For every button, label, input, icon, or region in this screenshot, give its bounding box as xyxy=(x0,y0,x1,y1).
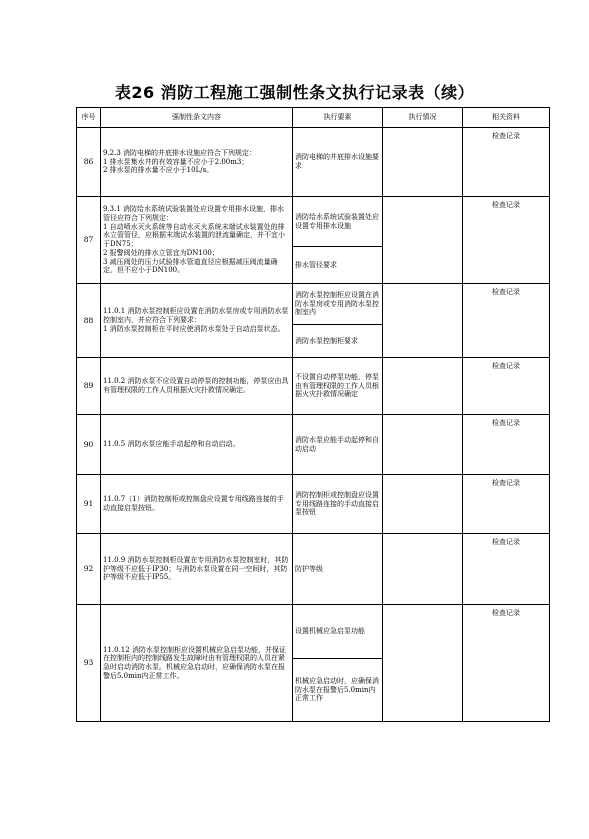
clause-content xyxy=(101,197,293,284)
clause-line: 1 消防水泵控制柜在平时应使消防水泵处于自动启泵状态。 xyxy=(103,324,285,333)
requirement-cell: 排水管径要求 xyxy=(293,247,383,284)
document-title: 表26 消防工程施工强制性条文执行记录表（续） xyxy=(114,83,475,102)
row-number: 87 xyxy=(77,197,101,284)
row-number: 91 xyxy=(77,475,101,534)
reference-cell: 检查记录 xyxy=(463,475,550,534)
record-table xyxy=(76,107,550,722)
table-row xyxy=(77,128,550,197)
clause-line: 1 自动喷水灭火系统等自动水灭火系统末端试水装置处的排水立管管径，应根据末端试水装置的泄流量确定，并不宜小于DN75； xyxy=(103,222,285,248)
header-requirement: 执行要素 xyxy=(293,108,383,128)
table-row xyxy=(77,534,550,605)
clause-line: 2 排水泵的排水量不应小于10L/s。 xyxy=(103,166,214,175)
clause-line: 9.3.1 消防给水系统试验装置处应设置专用排水设施，排水管径应符合下列规定： xyxy=(103,205,285,222)
reference-cell: 检查记录 xyxy=(463,197,550,284)
row-number: 93 xyxy=(77,605,101,722)
requirement-cell: 机械应急启动时，应确保消防水泵在报警后5.0min内正常工作 xyxy=(293,659,383,722)
row-number: 92 xyxy=(77,534,101,605)
reference-cell: 检查记录 xyxy=(463,358,550,415)
table-row xyxy=(77,415,550,475)
clause-line: 3 减压阀处的压力试验排水管道直径应根据减压阀流量确定，但不应小于DN100。 xyxy=(103,257,278,275)
requirement-cell: 消防水泵应能手动起停和自动启动 xyxy=(293,415,383,475)
requirement-cell: 防护等级 xyxy=(293,534,383,605)
requirement-cell: 消防水泵控制柜应设置在消防水泵房或专用消防水泵控制室内 xyxy=(293,284,383,325)
table-row xyxy=(77,605,550,659)
clause-line: 11.0.5 消防水泵应能手动起停和自动启动。 xyxy=(103,440,240,449)
clause-content xyxy=(101,534,293,605)
table-row xyxy=(77,284,550,325)
clause-line: 11.0.7（1）消防控制柜或控制盘应设置专用线路连接的手动直接启泵按钮。 xyxy=(103,495,284,512)
status-cell[interactable] xyxy=(383,534,463,605)
row-number: 86 xyxy=(77,128,101,197)
header-reference: 相关资料 xyxy=(463,108,550,128)
clause-line: 11.0.12 消防水泵控制柜应设置机械应急启泵功能，并保证在控制柜内的控制线路发生故障时由有管理权限的人员在紧急时启动消防水泵。机械应急启动时，应确保消防水泵在报警后5.0min内正常工作。 xyxy=(103,645,286,680)
clause-content xyxy=(101,605,293,722)
reference-cell: 检查记录 xyxy=(463,415,550,475)
status-cell[interactable] xyxy=(383,197,463,284)
reference-cell: 检查记录 xyxy=(463,605,550,722)
clause-line: 11.0.1 消防水泵控制柜应设置在消防水泵房或专用消防水泵控制室内，并应符合下列要求： xyxy=(103,307,289,325)
clause-line: 11.0.2 消防水泵不应设置自动停泵的控制功能，停泵应由具有管理权限的工作人员根据火灾扑救情况确定。 xyxy=(103,377,289,394)
requirement-cell: 消防电梯的井底排水设施要求 xyxy=(293,128,383,197)
row-number: 90 xyxy=(77,415,101,475)
status-cell[interactable] xyxy=(383,128,463,197)
reference-cell: 检查记录 xyxy=(463,284,550,358)
table-row xyxy=(77,358,550,415)
reference-cell: 检查记录 xyxy=(463,128,550,197)
row-number: 88 xyxy=(77,284,101,358)
row-number: 89 xyxy=(77,358,101,415)
status-cell[interactable] xyxy=(383,605,463,722)
status-cell[interactable] xyxy=(383,358,463,415)
header-content: 强制性条文内容 xyxy=(101,108,293,128)
clause-content xyxy=(101,358,293,415)
clause-content xyxy=(101,128,293,197)
table-row xyxy=(77,475,550,534)
requirement-cell: 不设置自动停泵功能，停泵由有管理权限的工作人员根据火灾扑救情况确定 xyxy=(293,358,383,415)
header-status: 执行情况 xyxy=(383,108,463,128)
status-cell[interactable] xyxy=(383,415,463,475)
status-cell[interactable] xyxy=(383,284,463,358)
clause-line: 1 排水泵集水井的有效容量不应小于2.00m3； xyxy=(103,157,249,166)
requirement-cell: 消防控制柜或控制盘应设置专用线路连接的手动直接启泵按钮 xyxy=(293,475,383,534)
clause-line: 9.2.3 消防电梯的井底排水设施应符合下列规定： xyxy=(103,148,257,157)
clause-line: 2 报警阀处的排水立管宜为DN100； xyxy=(103,248,219,257)
clause-content xyxy=(101,415,293,475)
status-cell[interactable] xyxy=(383,475,463,534)
header-row xyxy=(77,108,550,128)
table-row xyxy=(77,197,550,247)
clause-line: 11.0.9 消防水泵控制柜设置在专用消防水泵控制室时，其防护等级不应低于IP30；与消防水泵设置在同一空间时，其防护等级不应低于IP55。 xyxy=(103,555,289,582)
reference-cell: 检查记录 xyxy=(463,534,550,605)
clause-content xyxy=(101,284,293,358)
clause-content xyxy=(101,475,293,534)
requirement-cell: 消防给水系统试验装置处应设置专用排水设施 xyxy=(293,197,383,247)
requirement-cell: 消防水泵控制柜要求 xyxy=(293,325,383,358)
header-seq: 序号 xyxy=(77,108,101,128)
requirement-cell: 设置机械应急启泵功能 xyxy=(293,605,383,659)
